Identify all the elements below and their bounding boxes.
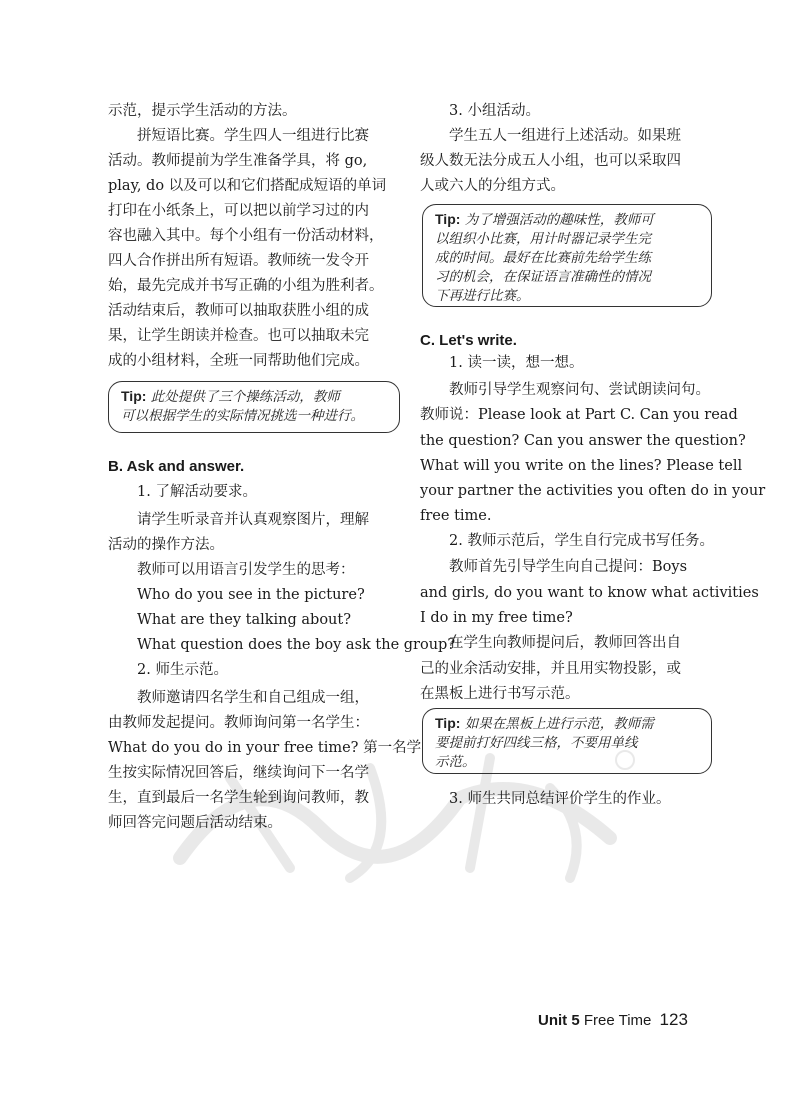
- paragraph-line: 1. 了解活动要求。: [137, 484, 257, 500]
- example-question: Who do you see in the picture?: [137, 587, 365, 603]
- example-question: What question does the boy ask the group?: [137, 637, 456, 653]
- paragraph-line: 教师引导学生观察问句、尝试朗读问句。: [449, 382, 710, 398]
- paragraph-line: 教师首先引导学生向自己提问：Boys: [449, 559, 688, 575]
- tip-text: 示范。: [435, 754, 476, 770]
- paragraph-line: 活动。教师提前为学生准备学具，将 go,: [108, 153, 368, 169]
- tip-label: Tip:: [121, 388, 147, 404]
- paragraph-line: 活动的操作方法。: [108, 537, 224, 553]
- paragraph-line: the question? Can you answer the question?: [420, 433, 746, 449]
- paragraph-line: What will you write on the lines? Please tell: [420, 458, 743, 474]
- paragraph-line: 3. 师生共同总结评价学生的作业。: [449, 791, 671, 807]
- tip-box-practice: [108, 381, 400, 433]
- paragraph-line: 活动结束后，教师可以抽取获胜小组的成: [108, 303, 369, 319]
- tip-text: 习的机会，在保证语言准确性的情况: [435, 269, 651, 285]
- tip-text: 成的时间。最好在比赛前先给学生练: [435, 250, 651, 266]
- footer-title: Free Time: [583, 1012, 652, 1029]
- tip-box-blackboard: [422, 708, 712, 774]
- paragraph-line: 示范，提示学生活动的方法。: [108, 103, 297, 119]
- tip-box-competition: [422, 204, 712, 307]
- tip-label: Tip:: [435, 211, 461, 227]
- tip-text: 下再进行比赛。: [435, 288, 530, 304]
- paragraph-line: 学生五人一组进行上述活动。如果班: [449, 128, 681, 144]
- footer-unit: Unit 5: [538, 1012, 580, 1029]
- paragraph-line: 四人合作拼出所有短语。教师统一发令开: [108, 253, 369, 269]
- paragraph-line: 1. 读一读，想一想。: [449, 355, 584, 371]
- tip-text: 为了增强活动的趣味性，教师可: [464, 212, 654, 228]
- section-heading-c: C. Let's write.: [420, 332, 517, 349]
- paragraph-line: 拼短语比赛。学生四人一组进行比赛: [137, 128, 369, 144]
- paragraph-line: play, do 以及可以和它们搭配成短语的单词: [108, 178, 387, 194]
- paragraph-line: your partner the activities you often do in your: [420, 483, 766, 499]
- tip-label: Tip:: [435, 715, 461, 731]
- page-footer: [538, 1010, 688, 1030]
- paragraph-line: 教师邀请四名学生和自己组成一组，: [137, 690, 369, 706]
- paragraph-line: 教师可以用语言引发学生的思考：: [137, 562, 355, 578]
- paragraph-line: 始，最先完成并书写正确的小组为胜利者。: [108, 278, 384, 294]
- section-heading-b: B. Ask and answer.: [108, 458, 245, 475]
- paragraph-line: and girls, do you want to know what activities: [420, 585, 759, 601]
- tip-text: 可以根据学生的实际情况挑选一种进行。: [121, 408, 364, 424]
- paragraph-line: 在黑板上进行书写示范。: [420, 686, 580, 702]
- paragraph-line: 请学生听录音并认真观察图片，理解: [137, 512, 369, 528]
- tip-text: 以组织小比赛，用计时器记录学生完: [435, 231, 651, 247]
- paragraph-line: 容也融入其中。每个小组有一份活动材料，: [108, 228, 384, 244]
- paragraph-line: 生按实际情况回答后，继续询问下一名学: [108, 765, 369, 781]
- paragraph-line: 在学生向教师提问后，教师回答出自: [449, 635, 681, 651]
- paragraph-line: 2. 师生示范。: [137, 662, 228, 678]
- paragraph-line: 成的小组材料，全班一同帮助他们完成。: [108, 353, 369, 369]
- paragraph-line: free time.: [420, 508, 492, 524]
- tip-text: 此处提供了三个操练活动，教师: [150, 389, 340, 405]
- paragraph-line: 教师说：Please look at Part C. Can you read: [420, 407, 738, 423]
- tip-text: 如果在黑板上进行示范，教师需: [464, 716, 654, 732]
- paragraph-line: 果，让学生朗读并检查。也可以抽取未完: [108, 328, 369, 344]
- paragraph-line: 己的业余活动安排，并且用实物投影，或: [420, 661, 681, 677]
- paragraph-line: 人或六人的分组方式。: [420, 178, 565, 194]
- tip-text: 要提前打好四线三格，不要用单线: [435, 735, 638, 751]
- paragraph-line: What do you do in your free time? 第一名学: [108, 740, 422, 756]
- paragraph-line: 打印在小纸条上，可以把以前学习过的内: [108, 203, 369, 219]
- paragraph-line: 由教师发起提问。教师询问第一名学生：: [108, 715, 369, 731]
- page-number: 123: [659, 1010, 688, 1029]
- paragraph-line: 3. 小组活动。: [449, 103, 540, 119]
- paragraph-line: 生，直到最后一名学生轮到询问教师，教: [108, 790, 369, 806]
- paragraph-line: 2. 教师示范后，学生自行完成书写任务。: [449, 533, 714, 549]
- paragraph-line: 级人数无法分成五人小组，也可以采取四: [420, 153, 681, 169]
- paragraph-line: I do in my free time?: [420, 610, 573, 626]
- example-question: What are they talking about?: [137, 612, 351, 628]
- paragraph-line: 师回答完问题后活动结束。: [108, 815, 282, 831]
